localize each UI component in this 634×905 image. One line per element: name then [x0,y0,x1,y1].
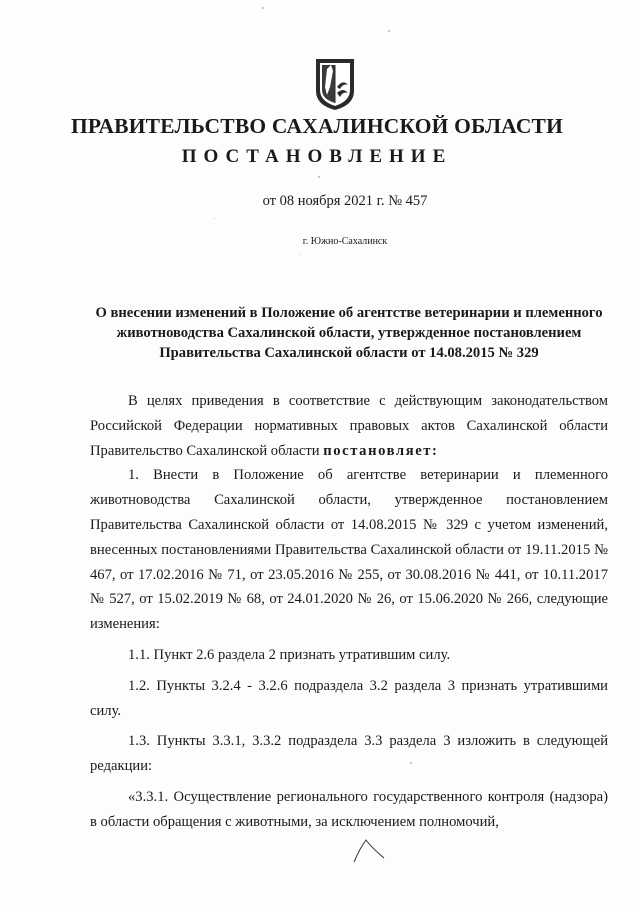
government-title: ПРАВИТЕЛЬСТВО САХАЛИНСКОЙ ОБЛАСТИ [70,114,564,138]
document-city: г. Южно-Сахалинск [302,236,388,247]
item-1-3-paragraph: 1.3. Пункты 3.3.1, 3.3.2 подраздела 3.3 раздела 3 изложить в следующей редакции: [90,733,608,775]
sakhalin-coat-of-arms-icon [313,57,357,111]
scan-speck [300,254,301,255]
resolves-word: постановляет: [323,442,439,459]
quote-3-3-1-paragraph: «3.3.1. Осуществление регионального государственного контроля (надзора) в области обращения с животными, за исключением полномочий, [90,788,608,830]
document-subject: О внесении изменений в Положение об агентстве ветеринарии и племенного животноводства Сахалинской области, утвержденное постановлением Правительства Сахалинской области от 14.08.2015 № 329 [95,305,603,361]
preamble-text: В целях приведения в соответствие с действующим законодательством Российской Федерации нормативных правовых актов Сахалинской области Правительство Сахалинской области [90,393,608,459]
signature-mark-icon [350,838,390,864]
document-body [90,389,608,835]
document-date-number: от 08 ноября 2021 г. № 457 [262,193,428,209]
scan-speck [262,7,264,9]
scan-speck [214,218,215,219]
item-1-2-paragraph: 1.2. Пункты 3.2.4 - 3.2.6 подраздела 3.2 раздела 3 признать утратившими силу. [90,677,608,719]
item-1-1-paragraph: 1.1. Пункт 2.6 раздела 2 признать утратившим силу. [128,646,451,663]
item-1-paragraph: 1. Внести в Положение об агентстве ветеринарии и племенного животноводства Сахалинской области, утвержденное постановлением Правительства Сахалинской области от 14.08.2015 № 329 с учетом изменений, внесенных постановлениями Правительства Сахалинской области от 19.11.2015 № 467, от 17.02.2016 № 71, от 23.05.2016 № 255, от 30.08.2016 № 441, от 10.11.2017 № 527, от 15.02.2019 № 68, от 24.01.2020 № 26, от 15.06.2020 № 266, следующие изменения: [90,467,608,633]
scan-speck [388,30,390,32]
preamble-paragraph [90,389,608,463]
scan-speck [318,176,320,178]
document-type: ПОСТАНОВЛЕНИЕ [181,146,453,167]
scan-speck [410,762,412,764]
